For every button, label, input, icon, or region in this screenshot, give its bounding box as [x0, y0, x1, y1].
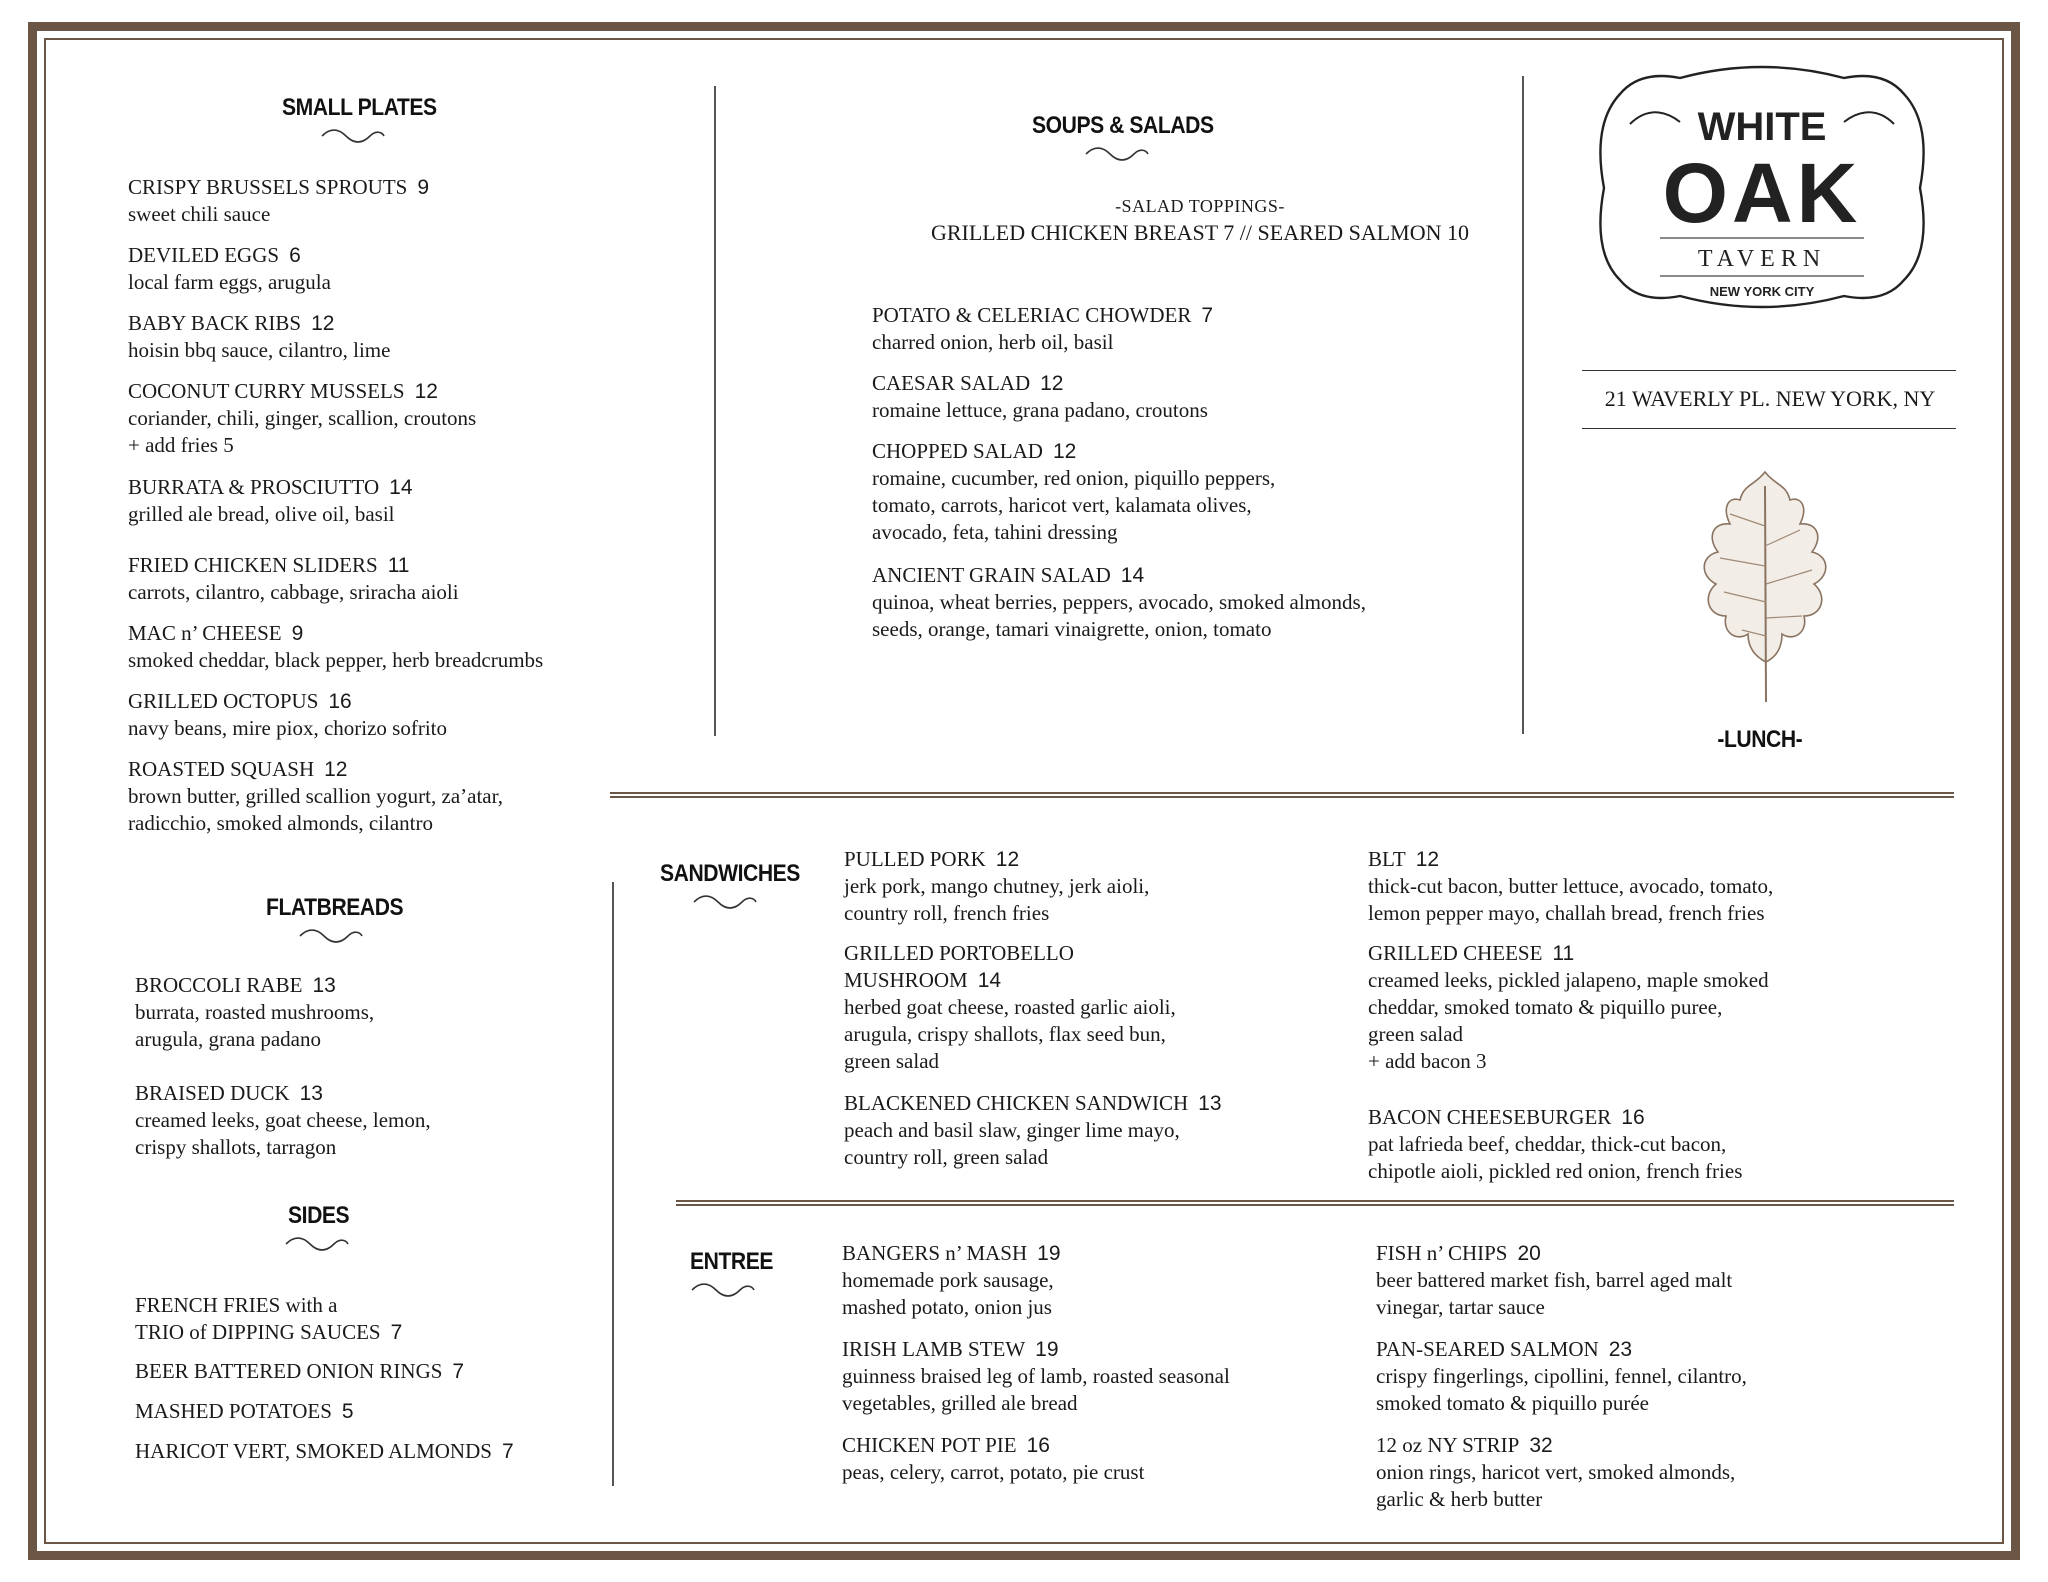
menu-item-name	[128, 174, 768, 201]
menu-item-description: carrots, cilantro, cabbage, sriracha aioli	[128, 580, 459, 604]
menu-item-name	[128, 552, 768, 579]
swirl-ornament-icon	[1084, 144, 1150, 164]
menu-item-description: brown butter, grilled scallion yogurt, za’atar, radicchio, smoked almonds, cilantro	[128, 784, 504, 835]
menu-item-title: BABY BACK RIBS	[128, 311, 302, 335]
menu-item-price: 14	[1120, 564, 1145, 587]
menu-item-description: sweet chili sauce	[128, 202, 271, 226]
white-oak-tavern-logo	[1580, 64, 1944, 310]
menu-item-price: 5	[341, 1400, 354, 1423]
menu-item-price: 11	[1552, 942, 1575, 965]
menu-item-name	[128, 474, 768, 501]
menu-item-fish-n-chips	[1376, 1240, 2016, 1321]
menu-item-description: jerk pork, mango chutney, jerk aioli, country roll, french fries	[844, 874, 1150, 925]
menu-item-name	[135, 1292, 775, 1346]
menu-item-description: guinness braised leg of lamb, roasted seasonal vegetables, grilled ale bread	[842, 1364, 1230, 1415]
menu-item-name	[872, 562, 1512, 589]
menu-item-potato-celeriac-chowder	[872, 302, 1512, 356]
menu-item-name	[1368, 1104, 2008, 1131]
menu-item-12-oz-ny-strip	[1376, 1432, 2016, 1513]
restaurant-address: 21 WAVERLY PL. NEW YORK, NY	[1604, 386, 1936, 411]
address-rule-bottom	[1582, 428, 1956, 429]
flatbreads-heading: FLATBREADS	[266, 894, 404, 921]
menu-item-ancient-grain-salad	[872, 562, 1512, 643]
menu-item-beer-battered-onion-rings	[135, 1358, 775, 1385]
menu-item-price: 12	[1052, 440, 1077, 463]
menu-item-name	[135, 972, 775, 999]
menu-item-name	[128, 242, 768, 269]
menu-item-price: 13	[1198, 1092, 1222, 1115]
menu-item-title: FISH n’ CHIPS	[1376, 1241, 1508, 1265]
menu-item-description: crispy fingerlings, cipollini, fennel, cilantro, smoked tomato & piquillo purée	[1376, 1364, 1747, 1415]
menu-item-price: 6	[289, 244, 301, 267]
menu-item-title: CAESAR SALAD	[872, 371, 1031, 395]
menu-item-description: hoisin bbq sauce, cilantro, lime	[128, 338, 391, 362]
menu-item-title: CHOPPED SALAD	[872, 439, 1043, 463]
menu-item-price: 19	[1035, 1338, 1059, 1361]
soups-salads-heading: SOUPS & SALADS	[1032, 112, 1214, 139]
divider-vertical-2	[1522, 76, 1524, 734]
address-rule-top	[1582, 370, 1956, 371]
menu-item-description: smoked cheddar, black pepper, herb breadcrumbs	[128, 648, 544, 672]
oak-leaf-icon	[1690, 466, 1840, 706]
menu-item-caesar-salad	[872, 370, 1512, 424]
menu-item-broccoli-rabe	[135, 972, 775, 1053]
lunch-label: -LUNCH-	[1717, 726, 1803, 753]
divider-horizontal-1	[610, 792, 1954, 798]
menu-item-description: onion rings, haricot vert, smoked almonds, garlic & herb butter	[1376, 1460, 1736, 1511]
menu-item-price: 7	[501, 1440, 514, 1463]
menu-item-price: 14	[977, 969, 1002, 992]
sandwiches-heading: SANDWICHES	[660, 860, 800, 887]
menu-item-name	[1368, 846, 2008, 873]
menu-item-title: CRISPY BRUSSELS SPROUTS	[128, 175, 408, 199]
menu-item-description: homemade pork sausage, mashed potato, onion jus	[842, 1268, 1054, 1319]
menu-item-price: 32	[1529, 1434, 1553, 1457]
menu-item-name	[128, 620, 768, 647]
menu-item-description: romaine, cucumber, red onion, piquillo peppers, tomato, carrots, haricot vert, kalamata olives, avocado, feta, tahini dressing	[872, 466, 1276, 544]
salad-toppings: GRILLED CHICKEN BREAST 7 // SEARED SALMON 10	[930, 220, 1469, 245]
menu-item-description: beer battered market fish, barrel aged malt vinegar, tartar sauce	[1376, 1268, 1733, 1319]
entree-heading: ENTREE	[690, 1248, 774, 1275]
menu-item-title: HARICOT VERT, SMOKED ALMONDS	[135, 1439, 492, 1463]
menu-item-name	[128, 688, 768, 715]
menu-item-price: 16	[1621, 1106, 1645, 1129]
flatbreads-heading-block	[266, 894, 422, 946]
menu-item-name	[1368, 940, 2008, 967]
menu-item-baby-back-ribs	[128, 310, 768, 364]
small-plates-heading: SMALL PLATES	[282, 94, 437, 121]
menu-item-price: 7	[1201, 304, 1214, 327]
menu-item-price: 9	[417, 176, 430, 199]
menu-item-title: BROCCOLI RABE	[135, 973, 303, 997]
svg-text:WHITE: WHITE	[1697, 105, 1827, 149]
menu-item-burrata-prosciutto	[128, 474, 768, 528]
menu-item-price: 7	[452, 1360, 465, 1383]
menu-item-grilled-cheese	[1368, 940, 2008, 1075]
menu-item-description: herbed goat cheese, roasted garlic aioli, arugula, crispy shallots, flax seed bun, green salad	[844, 995, 1176, 1073]
menu-item-price: 12	[1040, 372, 1064, 395]
menu-item-price: 12	[1415, 848, 1440, 871]
menu-item-name	[872, 370, 1512, 397]
menu-item-title: BANGERS n’ MASH	[842, 1241, 1028, 1265]
small-plates-heading-block	[282, 94, 458, 146]
menu-item-title: COCONUT CURRY MUSSELS	[128, 379, 405, 403]
sides-heading: SIDES	[288, 1202, 350, 1229]
svg-text:NEW YORK CITY: NEW YORK CITY	[1709, 284, 1815, 299]
menu-item-title: CHICKEN POT PIE	[842, 1433, 1017, 1457]
entree-heading-block	[690, 1248, 784, 1300]
menu-item-description: creamed leeks, goat cheese, lemon, crispy shallots, tarragon	[135, 1108, 431, 1159]
menu-item-pan-seared-salmon	[1376, 1336, 2016, 1417]
menu-item-name	[128, 310, 768, 337]
menu-item-crispy-brussels-sprouts	[128, 174, 768, 228]
menu-item-title: GRILLED OCTOPUS	[128, 689, 319, 713]
menu-item-description: peach and basil slaw, ginger lime mayo, country roll, green salad	[844, 1118, 1180, 1169]
svg-text:OAK: OAK	[1662, 146, 1862, 240]
menu-item-price: 14	[389, 476, 413, 499]
menu-item-bacon-cheeseburger	[1368, 1104, 2008, 1185]
menu-item-description: creamed leeks, pickled jalapeno, maple smoked cheddar, smoked tomato & piquillo puree, green salad + add bacon 3	[1368, 968, 1769, 1073]
menu-item-price: 12	[324, 758, 348, 781]
swirl-ornament-icon	[320, 126, 386, 146]
menu-item-price: 19	[1037, 1242, 1061, 1265]
menu-item-title: ROASTED SQUASH	[128, 757, 315, 781]
menu-item-price: 16	[1026, 1434, 1050, 1457]
menu-item-name	[1376, 1240, 2016, 1267]
menu-item-title: BRAISED DUCK	[135, 1081, 290, 1105]
menu-item-price: 9	[291, 622, 304, 645]
menu-item-name	[872, 438, 1512, 465]
menu-item-description: peas, celery, carrot, potato, pie crust	[842, 1460, 1145, 1484]
menu-item-french-fries-with-a-trio-of-dipping-sauces	[135, 1292, 775, 1346]
menu-item-grilled-octopus	[128, 688, 768, 742]
sides-heading-block	[288, 1202, 358, 1254]
menu-item-title: MASHED POTATOES	[135, 1399, 332, 1423]
menu-item-title: BLACKENED CHICKEN SANDWICH	[844, 1091, 1189, 1115]
menu-item-coconut-curry-mussels	[128, 378, 768, 459]
menu-item-description: pat lafrieda beef, cheddar, thick-cut bacon, chipotle aioli, pickled red onion, french fries	[1368, 1132, 1743, 1183]
swirl-ornament-icon	[284, 1234, 350, 1254]
menu-item-name	[872, 302, 1512, 329]
menu-item-description: grilled ale bread, olive oil, basil	[128, 502, 395, 526]
menu-item-blt	[1368, 846, 2008, 927]
menu-item-title: BLT	[1368, 847, 1406, 871]
menu-item-title: BACON CHEESEBURGER	[1368, 1105, 1612, 1129]
menu-item-description: quinoa, wheat berries, peppers, avocado, smoked almonds, seeds, orange, tamari vinaigrette, onion, tomato	[872, 590, 1366, 641]
sandwiches-heading-block	[660, 860, 819, 912]
menu-item-title: ANCIENT GRAIN SALAD	[872, 563, 1111, 587]
menu-item-description: thick-cut bacon, butter lettuce, avocado, tomato, lemon pepper mayo, challah bread, french fries	[1368, 874, 1774, 925]
menu-item-braised-duck	[135, 1080, 775, 1161]
menu-item-fried-chicken-sliders	[128, 552, 768, 606]
menu-item-title: 12 oz NY STRIP	[1376, 1433, 1520, 1457]
menu-item-price: 12	[995, 848, 1020, 871]
menu-item-description: coriander, chili, ginger, scallion, croutons + add fries 5	[128, 406, 477, 457]
soups-salads-heading-block	[1032, 112, 1238, 164]
menu-item-title: PAN-SEARED SALMON	[1376, 1337, 1599, 1361]
menu-item-price: 13	[312, 974, 336, 997]
menu-item-price: 12	[414, 380, 438, 403]
menu-item-price: 7	[390, 1321, 403, 1344]
menu-item-description: navy beans, mire piox, chorizo sofrito	[128, 716, 447, 740]
menu-item-description: charred onion, herb oil, basil	[872, 330, 1114, 354]
menu-item-price: 16	[328, 690, 352, 713]
menu-item-name	[128, 378, 768, 405]
menu-item-description: local farm eggs, arugula	[128, 270, 331, 294]
menu-item-mac-n-cheese	[128, 620, 768, 674]
menu-item-roasted-squash	[128, 756, 768, 837]
menu-item-title: IRISH LAMB STEW	[842, 1337, 1026, 1361]
swirl-ornament-icon	[692, 892, 758, 912]
menu-item-mashed-potatoes	[135, 1398, 775, 1425]
menu-item-name	[135, 1398, 775, 1425]
salad-toppings-heading: -SALAD TOPPINGS-	[1115, 196, 1285, 216]
menu-item-name	[135, 1080, 775, 1107]
menu-item-name	[135, 1358, 775, 1385]
menu-item-title: DEVILED EGGS	[128, 243, 280, 267]
menu-item-title: FRIED CHICKEN SLIDERS	[128, 553, 378, 577]
menu-item-name	[1376, 1336, 2016, 1363]
menu-item-name	[1376, 1432, 2016, 1459]
menu-item-title: FRENCH FRIES with a TRIO of DIPPING SAUCES	[135, 1293, 381, 1344]
menu-item-title: BURRATA & PROSCIUTTO	[128, 475, 380, 499]
menu-item-title: PULLED PORK	[844, 847, 986, 871]
menu-item-price: 12	[311, 312, 335, 335]
menu-item-deviled-eggs	[128, 242, 768, 296]
menu-item-price: 11	[387, 554, 410, 577]
swirl-ornament-icon	[690, 1280, 756, 1300]
menu-item-description: burrata, roasted mushrooms, arugula, grana padano	[135, 1000, 375, 1051]
menu-item-price: 23	[1608, 1338, 1633, 1361]
svg-text:TAVERN: TAVERN	[1697, 246, 1827, 272]
menu-item-title: BEER BATTERED ONION RINGS	[135, 1359, 443, 1383]
menu-item-title: GRILLED CHEESE	[1368, 941, 1543, 965]
divider-horizontal-2	[676, 1200, 1954, 1206]
menu-item-price: 13	[299, 1082, 323, 1105]
menu-item-chopped-salad	[872, 438, 1512, 546]
menu-item-name	[128, 756, 768, 783]
swirl-ornament-icon	[298, 926, 364, 946]
menu-item-price: 20	[1517, 1242, 1541, 1265]
menu-item-name	[135, 1438, 775, 1465]
menu-item-title: POTATO & CELERIAC CHOWDER	[872, 303, 1192, 327]
menu-item-description: romaine lettuce, grana padano, croutons	[872, 398, 1208, 422]
menu-item-title: GRILLED PORTOBELLO MUSHROOM	[844, 941, 1074, 992]
menu-item-title: MAC n’ CHEESE	[128, 621, 282, 645]
menu-item-haricot-vert-smoked-almonds	[135, 1438, 775, 1465]
